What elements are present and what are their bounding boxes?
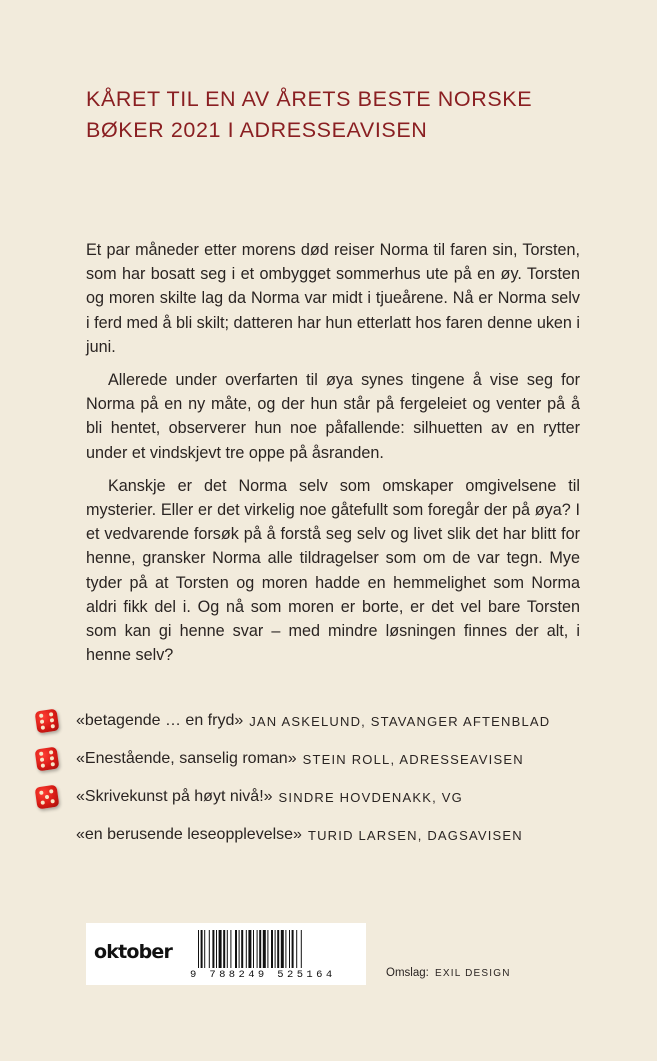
barcode-bar xyxy=(235,930,237,968)
die-pip xyxy=(49,712,54,717)
cover-credit xyxy=(386,967,511,979)
review-quotes xyxy=(36,709,636,861)
quote-text: «betagende … en fryd» xyxy=(76,712,244,729)
die-pip xyxy=(40,757,45,762)
barcode-bar xyxy=(267,930,268,968)
barcode-bar xyxy=(223,930,225,968)
barcode-bar xyxy=(275,930,276,968)
die-pip xyxy=(49,789,54,794)
barcode-bar xyxy=(230,930,231,968)
headline xyxy=(86,84,586,146)
die-pip xyxy=(39,751,44,756)
barcode-bar xyxy=(246,930,247,968)
isbn-barcode xyxy=(198,930,360,968)
barcode-bar xyxy=(239,930,240,968)
die-pip xyxy=(39,790,44,795)
die-pip xyxy=(50,756,55,761)
barcode-bar xyxy=(257,930,258,968)
quote-source: SINDRE HOVDENAKK, VG xyxy=(278,789,463,805)
die-pip xyxy=(51,762,56,767)
barcode-bar xyxy=(204,930,205,968)
barcode-bar xyxy=(227,930,228,968)
die-pip xyxy=(41,763,46,768)
barcode-bar xyxy=(241,930,243,968)
headline-line-1: KÅRET TIL EN AV ÅRETS BESTE NORSKE xyxy=(86,87,533,111)
barcode-bar xyxy=(285,930,286,968)
barcode-bar xyxy=(248,930,251,968)
die-pip xyxy=(40,800,45,805)
quote-text: «en berusende leseopplevelse» xyxy=(76,826,302,843)
die-pip xyxy=(40,719,45,724)
quote-source: JAN ASKELUND, STAVANGER AFTENBLAD xyxy=(249,713,551,729)
die-pip xyxy=(51,724,56,729)
headline-line-2: BØKER 2021 I ADRESSEAVISEN xyxy=(86,118,428,142)
barcode-bar xyxy=(289,930,290,968)
barcode-bar xyxy=(271,930,273,968)
blurb xyxy=(86,238,580,676)
barcode-bar xyxy=(259,930,261,968)
die-slot xyxy=(36,786,76,808)
review-quote xyxy=(36,785,636,809)
publisher-logo: oktober xyxy=(94,941,173,963)
barcode-panel xyxy=(86,923,366,985)
die-slot xyxy=(36,748,76,770)
blurb-paragraph-1: Et par måneder etter morens død reiser Norma til faren sin, Torsten, som har bosatt seg i et ombygget sommerhus ute på en øy. Torsten og moren skilte lag da Norma var midt i tjueårene. Nå er Norma selv i ferd med å bli skilt; datteren har hun etterlatt hos faren denne uken i juni. xyxy=(86,241,581,356)
barcode-bar xyxy=(301,930,302,968)
die-pip xyxy=(50,799,55,804)
barcode-bar xyxy=(216,930,217,968)
die-six-icon xyxy=(35,747,60,772)
quote-text: «Skrivekunst på høyt nivå!» xyxy=(76,788,273,805)
barcode-bar xyxy=(263,930,266,968)
die-six-icon xyxy=(35,709,60,734)
barcode-bar xyxy=(209,930,210,968)
barcode-bar xyxy=(292,930,294,968)
die-pip xyxy=(50,718,55,723)
die-five-icon xyxy=(35,785,60,810)
barcode-bar xyxy=(253,930,254,968)
blurb-paragraph-3: Kanskje er det Norma selv som omskaper omgivelsene til mysterier. Eller er det virkelig noe gåtefullt som foregår der på øya? I et vedvarende forsøk på å forstå seg selv og livet slik det har blitt for henne, gransker Norma alle tildragelser som om de var tegn. Mye tyder på at Torsten og moren hadde en hemmelighet som Norma aldri fikk del i. Og nå som moren er borte, er det vel bare Torsten som kan gi henne svar – med mindre løsningen finnes der alt, i henne selv? xyxy=(86,476,580,665)
barcode-bar xyxy=(281,930,284,968)
review-quote xyxy=(36,823,636,847)
barcode-bar xyxy=(201,930,203,968)
barcode-bar xyxy=(198,930,199,968)
barcode-bar xyxy=(277,930,279,968)
die-pip xyxy=(45,795,50,800)
quote-text: «Enestående, sanselig roman» xyxy=(76,750,297,767)
credit-label: Omslag: xyxy=(386,967,429,979)
die-pip xyxy=(41,725,46,730)
quote-source: STEIN ROLL, ADRESSEAVISEN xyxy=(302,751,524,767)
review-quote xyxy=(36,709,636,733)
review-quote xyxy=(36,747,636,771)
die-pip xyxy=(49,750,54,755)
quote-source: TURID LARSEN, DAGSAVISEN xyxy=(307,827,523,843)
blurb-paragraph-2: Allerede under overfarten til øya synes tingene å vise seg for Norma på en ny måte, og der hun står på fergeleiet og venter på å bli hentet, observerer hun noe påfallende: silhuetten av en rytter under et vindskjevt tre oppe på åsranden. xyxy=(86,371,580,462)
barcode-bar xyxy=(212,930,214,968)
isbn-digits: 9 788249 525164 xyxy=(190,969,336,981)
die-slot xyxy=(36,710,76,732)
die-pip xyxy=(39,713,44,718)
credit-name: EXIL DESIGN xyxy=(435,968,511,979)
barcode-bar xyxy=(296,930,297,968)
barcode-bar xyxy=(219,930,222,968)
